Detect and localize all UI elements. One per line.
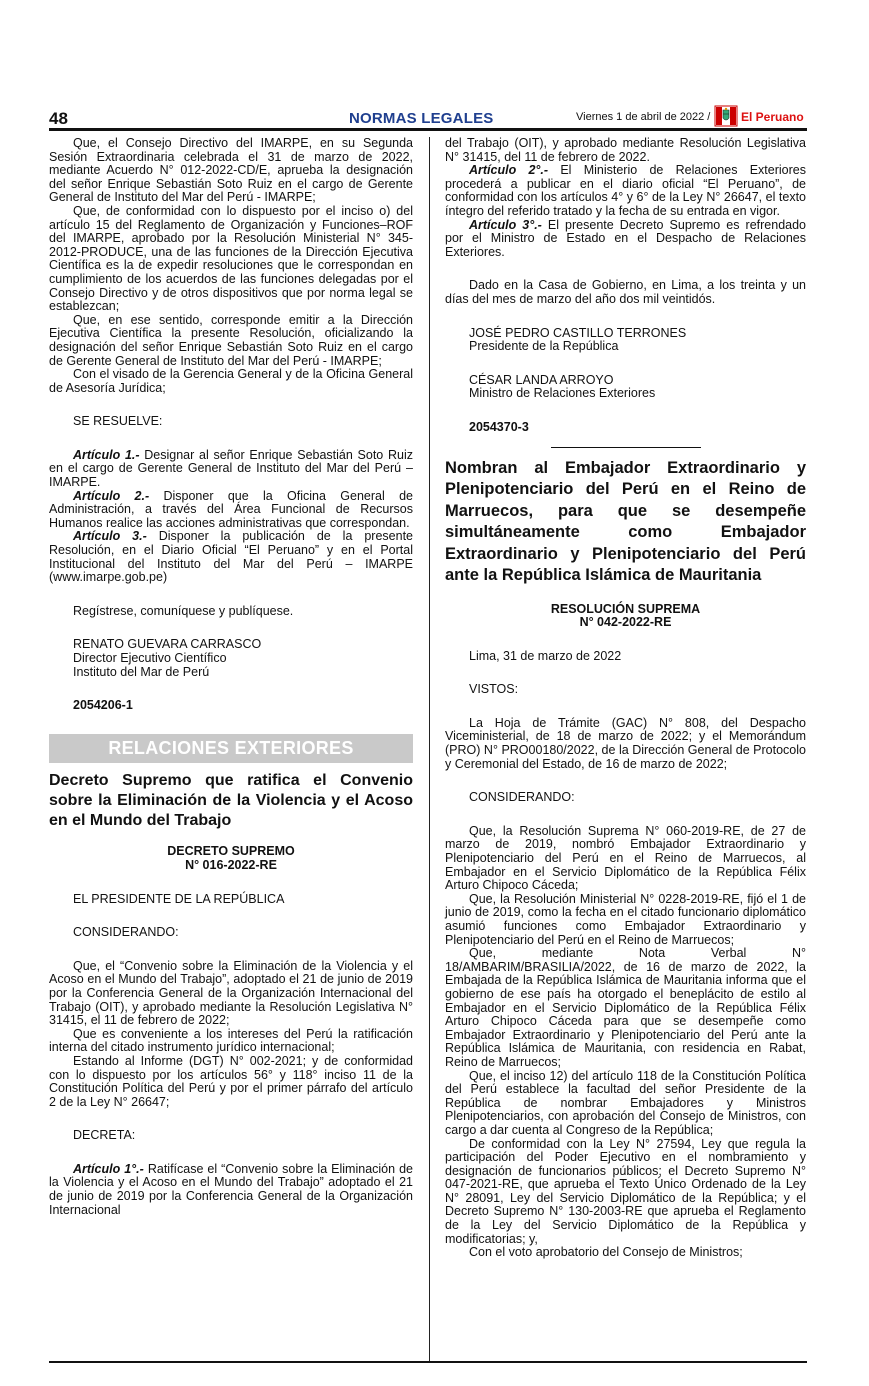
closing-formula: Regístrese, comuníquese y publíquese. (73, 603, 294, 618)
article-text: Ratifícase el “Convenio sobre la Eliminación de la Violencia y el Acoso en el Mundo del Trabajo” adoptado el 21 de junio de 2019 por la Conferencia General de la Organización Internacional (49, 1161, 413, 1217)
article-label: Artículo 3.- (73, 529, 147, 544)
signatory-name: JOSÉ PEDRO CASTILLO TERRONES (469, 325, 687, 340)
considering-heading: CONSIDERANDO: (469, 790, 575, 805)
paragraph: Que, el inciso 12) del artículo 118 de la Constitución Política del Perú establece la facultad del señor Presidente de la República de nombrar Embajadores y Ministros Plenipotenciarios, con aprobación del Consejo de Ministros, con cargo a dar cuenta al Congreso de la República; (445, 1068, 806, 1137)
decree-heading-2: DECRETA: (73, 1128, 136, 1143)
article-text: Disponer que la Oficina General de Administración, a través del Área Funcional de Recursos Humanos realice las acciones administrativas que correspondan. (49, 488, 413, 530)
signatory-org: Instituto del Mar de Perú (73, 664, 210, 679)
resolution-title: Nombran al Embajador Extraordinario y Plenipotenciario del Perú en el Reino de Marruecos, para que se desempeñe simultáneamente como Embajador Extraordinario y Plenipotenciario del Perú ante la República Islámica de Mauritania (445, 458, 806, 584)
section-banner: RELACIONES EXTERIORES (49, 734, 413, 764)
given-at: Dado en la Casa de Gobierno, en Lima, a los treinta y un días del mes de marzo del año dos mil veintidós. (445, 278, 806, 306)
section-name: NORMAS LEGALES (349, 110, 494, 127)
page-number: 48 (49, 109, 68, 128)
signatory-title: Ministro de Relaciones Exteriores (469, 386, 656, 401)
article-2 (49, 490, 413, 531)
considering-heading: CONSIDERANDO: (73, 925, 179, 940)
page-header (49, 103, 807, 131)
signatory-name: RENATO GUEVARA CARRASCO (73, 637, 262, 652)
signatory-title: Director Ejecutivo Científico (73, 651, 227, 665)
coat-of-arms-icon (714, 105, 738, 127)
article-text: Disponer la publicación de la presente Resolución, en el Diario Oficial “El Peruano” y en el Portal Institucional del Instituto del Mar del Perú – IMARPE (www.imarpe.gob.pe) (49, 529, 413, 585)
document-code: 2054206-1 (73, 698, 133, 713)
resolution-heading: RESOLUCIÓN SUPREMA (550, 601, 701, 616)
paragraph: La Hoja de Trámite (GAC) N° 808, del Despacho Viceministerial, de 18 de marzo de 2022; y el Memorándum (PRO) N° PRO00180/2022, de la Dirección General de Protocolo y Ceremonial del Estado, de 16 de marzo de 2022; (445, 715, 806, 771)
column-divider (429, 137, 430, 1363)
paragraph: del Trabajo (OIT), y aprobado mediante Resolución Legislativa N° 31415, del 11 de febrero de 2022. (445, 136, 806, 164)
decree-article-1 (49, 1163, 413, 1217)
header-rule (49, 128, 807, 131)
decree-number: N° 016-2022-RE (185, 857, 277, 872)
left-column (49, 137, 413, 1217)
article-3 (49, 530, 413, 584)
paragraph: Que, mediante Nota Verbal N° 18/AMBARIM/BRASILIA/2022, de 16 de marzo de 2022, la Embajada de la República Islámica de Mauritania informa que el gobierno de ese país ha otorgado el beneplácito de estilo al Embajador en el Servicio Diplomático de la República Félix Arturo Chipoco Cáceda para que se desempeñe como Embajador Extraordinario y Plenipotenciario del Perú ante la República Islámica de Mauritania, con residencia en Rabat, Reino de Marruecos; (445, 946, 806, 1069)
article-label: Artículo 1.- (73, 447, 140, 462)
paragraph: Que, la Resolución Suprema N° 060-2019-RE, de 27 de marzo de 2019, nombró Embajador Extraordinario y Plenipotenciario del Perú en el Reino de Marruecos, al Embajador en el Servicio Diplomático de la República Félix Arturo Chipoco Cáceda; (445, 823, 806, 893)
paragraph: Que, el “Convenio sobre la Eliminación de la Violencia y el Acoso en el Mundo del Trabajo”, adoptado el 21 de junio de 2019 por la Conferencia General de la Organización Internacional del Trabajo (OIT), y aprobado mediante la Resolución Legislativa N° 31415, el 11 de febrero de 2022; (49, 958, 413, 1028)
article-text: El presente Decreto Supremo es refrendado por el Ministro de Estado en el Despacho de Relaciones Exteriores. (445, 217, 806, 259)
footer-rule (49, 1361, 807, 1363)
paragraph: Que, la Resolución Ministerial N° 0228-2019-RE, fijó el 1 de junio de 2019, como la fecha en el citado funcionario diplomático asumió funciones como Embajador Extraordinario y Plenipotenciario del Perú en el Reino de Marruecos; (445, 891, 806, 947)
resolution-number: N° 042-2022-RE (579, 615, 672, 630)
article-label: Artículo 2°.- (469, 163, 549, 178)
right-column (445, 137, 806, 1260)
newspaper-page (49, 103, 807, 1363)
article-text: Designar al señor Enrique Sebastián Soto Ruiz en el cargo de Gerente General de Instituto del Mar del Perú – IMARPE. (49, 447, 413, 490)
article-1 (49, 449, 413, 490)
issue-date: Viernes 1 de abril de 2022 / (576, 111, 711, 123)
signatory-title: Presidente de la República (469, 339, 619, 354)
separator-rule (551, 447, 701, 448)
decree-article-2 (445, 164, 806, 218)
brand-name: El Peruano (741, 110, 804, 124)
paragraph: Que, el Consejo Directivo del IMARPE, en su Segunda Sesión Extraordinaria celebrada el 31 de marzo de 2022, mediante Acuerdo N° 012-2022-CD/E, aprueba la designación del señor Enrique Sebastián Soto Ruiz en el cargo de Gerente General de Instituto del Mar del Perú - IMARPE; (49, 136, 413, 205)
paragraph: Estando al Informe (DGT) N° 002-2021; y de conformidad con lo dispuesto por los artículos 56° y 118° inciso 11 de la Constitución Política del Perú y por el primer párrafo del artículo 2 de la Ley N° 26647; (49, 1053, 413, 1109)
resolve-heading: SE RESUELVE: (73, 414, 163, 429)
place-date: Lima, 31 de marzo de 2022 (469, 648, 622, 663)
decree-article-3 (445, 219, 806, 260)
decree-title: Decreto Supremo que ratifica el Convenio sobre la Eliminación de la Violencia y el Acoso en el Mundo del Trabajo (49, 772, 413, 830)
paragraph: Que, de conformidad con lo dispuesto por el inciso o) del artículo 15 del Reglamento de Organización y Funciones–ROF del IMARPE, aprobado por la Resolución Ministerial N° 345-2012-PRODUCE, una de las funciones de la Dirección Ejecutiva Científica es la de expedir resoluciones que le correspondan en cumplimiento de los acuerdos de las funciones delegadas por el Consejo Directivo y de otros dispositivos que por norma legal se establezcan; (49, 203, 413, 314)
paragraph: Que es conveniente a los intereses del Perú la ratificación interna del citado instrumento jurídico internacional; (49, 1026, 413, 1055)
paragraph: De conformidad con la Ley N° 27594, Ley que regula la participación del Poder Ejecutivo en el nombramiento y designación de funcionarios públicos; el Decreto Supremo N° 047-2021-RE, que aprueba el Texto Único Ordenado de la Ley N° 28091, Ley del Servicio Diplomático de la República; y el Decreto Supremo N° 130-2003-RE que aprueba el Reglamento de la Ley del Servicio Diplomático de la República y modificatorias; y, (445, 1136, 806, 1246)
seen-heading: VISTOS: (469, 682, 519, 697)
article-label: Artículo 1°.- (73, 1161, 144, 1176)
signatory-name: CÉSAR LANDA ARROYO (469, 372, 614, 387)
article-label: Artículo 2.- (73, 488, 150, 503)
decree-heading: DECRETO SUPREMO (167, 844, 295, 859)
article-text: El Ministerio de Relaciones Exteriores procederá a publicar en el diario oficial “El Peruano”, de conformidad con los artículos 4° y 6° de la Ley N° 26647, el texto íntegro del referido tratado y la fecha de su entrada en vigor. (445, 163, 806, 218)
document-code: 2054370-3 (469, 419, 529, 434)
paragraph: Que, en ese sentido, corresponde emitir a la Dirección Ejecutiva Científica la presente Resolución, oficializando la designación del señor Enrique Sebastián Soto Ruiz en el cargo de Gerente General de Instituto del Mar del Perú - IMARPE; (49, 312, 413, 368)
paragraph: Con el voto aprobatorio del Consejo de Ministros; (469, 1245, 743, 1260)
article-label: Artículo 3°.- (469, 217, 542, 232)
president-heading: EL PRESIDENTE DE LA REPÚBLICA (73, 891, 285, 906)
paragraph: Con el visado de la Gerencia General y de la Oficina General de Asesoría Jurídica; (49, 367, 413, 395)
